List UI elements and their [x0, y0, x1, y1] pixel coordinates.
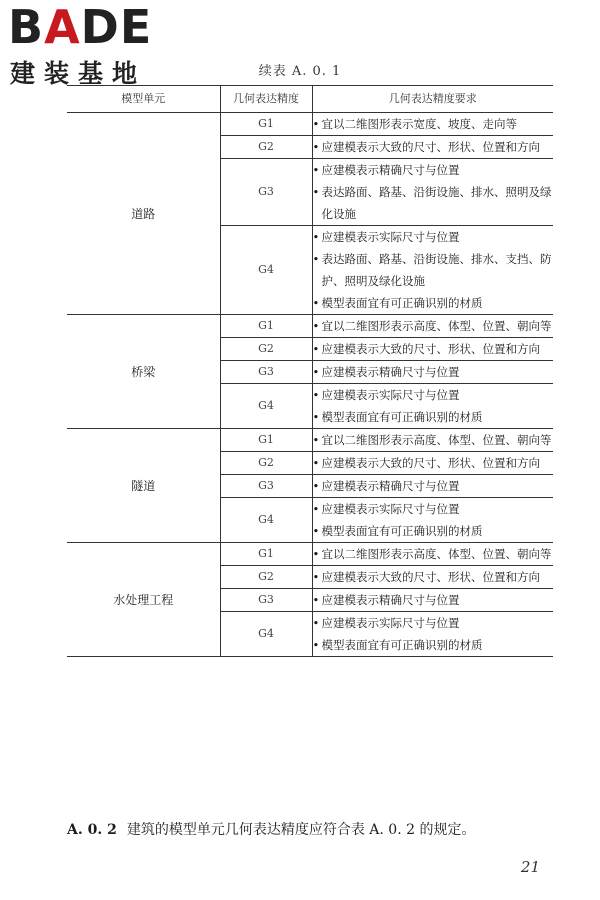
precision-requirement-cell — [312, 429, 553, 452]
requirement-item: • 应建模表示实际尺寸与位置 — [313, 498, 554, 520]
precision-requirement-cell — [312, 498, 553, 543]
requirement-item: • 宜以二维图形表示高度、体型、位置、朝向等 — [313, 315, 554, 337]
model-unit-cell: 桥梁 — [67, 315, 220, 429]
precision-level-cell: G1 — [220, 429, 312, 452]
precision-level-cell: G4 — [220, 498, 312, 543]
logo-subtitle: 建装基地 — [10, 59, 147, 88]
precision-requirement-cell — [312, 566, 553, 589]
table-row — [67, 315, 553, 338]
header-precision-requirement: 几何表达精度要求 — [312, 86, 553, 113]
requirement-item: • 应建模表示大致的尺寸、形状、位置和方向 — [313, 136, 554, 158]
requirement-item: • 模型表面宜有可正确识别的材质 — [313, 520, 554, 542]
requirement-item: • 应建模表示精确尺寸与位置 — [313, 589, 554, 611]
logo-wordmark: BADE — [8, 0, 153, 54]
clause-text: 建筑的模型单元几何表达精度应符合表 A. 0. 2 的规定。 — [126, 822, 476, 838]
requirement-item: • 宜以二维图形表示宽度、坡度、走向等 — [313, 113, 554, 135]
precision-requirement-cell — [312, 226, 553, 315]
requirement-item: • 应建模表示实际尺寸与位置 — [313, 612, 554, 634]
precision-level-cell: G3 — [220, 589, 312, 612]
model-unit-cell: 隧道 — [67, 429, 220, 543]
requirement-item: • 应建模表示精确尺寸与位置 — [313, 475, 554, 497]
precision-level-cell: G3 — [220, 159, 312, 226]
precision-requirement-cell — [312, 338, 553, 361]
precision-level-cell: G2 — [220, 566, 312, 589]
requirement-item: • 模型表面宜有可正确识别的材质 — [313, 634, 554, 656]
table-row — [67, 113, 553, 136]
precision-level-cell: G2 — [220, 338, 312, 361]
precision-level-cell: G2 — [220, 136, 312, 159]
precision-level-cell: G4 — [220, 226, 312, 315]
header-model-unit: 模型单元 — [67, 86, 220, 113]
requirement-item: • 应建模表示大致的尺寸、形状、位置和方向 — [313, 338, 554, 360]
requirement-item: • 应建模表示精确尺寸与位置 — [313, 361, 554, 383]
precision-level-cell: G1 — [220, 113, 312, 136]
table-row — [67, 429, 553, 452]
model-unit-cell: 水处理工程 — [67, 543, 220, 657]
precision-requirement-cell — [312, 475, 553, 498]
model-unit-cell: 道路 — [67, 113, 220, 315]
page-number: 21 — [520, 858, 540, 876]
clause-a02 — [67, 820, 567, 840]
precision-level-cell: G2 — [220, 452, 312, 475]
requirement-item: • 应建模表示大致的尺寸、形状、位置和方向 — [313, 566, 554, 588]
header-precision-level: 几何表达精度 — [220, 86, 312, 113]
precision-level-cell: G4 — [220, 384, 312, 429]
precision-requirement-cell — [312, 361, 553, 384]
requirement-item: • 应建模表示精确尺寸与位置 — [313, 159, 554, 181]
requirement-item: • 宜以二维图形表示高度、体型、位置、朝向等 — [313, 429, 554, 451]
precision-requirement-cell — [312, 589, 553, 612]
clause-number: A. 0. 2 — [67, 822, 117, 838]
precision-requirement-cell — [312, 136, 553, 159]
requirement-item: • 模型表面宜有可正确识别的材质 — [313, 292, 554, 314]
precision-requirement-cell — [312, 113, 553, 136]
table-body — [67, 113, 553, 657]
precision-requirement-cell — [312, 315, 553, 338]
precision-requirement-cell — [312, 159, 553, 226]
requirement-item: • 应建模表示实际尺寸与位置 — [313, 384, 554, 406]
precision-requirement-cell — [312, 543, 553, 566]
table-row — [67, 543, 553, 566]
precision-level-cell: G4 — [220, 612, 312, 657]
precision-level-cell: G1 — [220, 315, 312, 338]
requirement-item: • 模型表面宜有可正确识别的材质 — [313, 406, 554, 428]
requirement-item: • 宜以二维图形表示高度、体型、位置、朝向等 — [313, 543, 554, 565]
precision-requirement-cell — [312, 452, 553, 475]
requirement-item: • 应建模表示实际尺寸与位置 — [313, 226, 554, 248]
table-caption: 续表 A. 0. 1 — [258, 64, 342, 79]
requirement-item: • 表达路面、路基、沿街设施、排水、支挡、防护、照明及绿化设施 — [313, 248, 554, 292]
precision-level-cell: G3 — [220, 361, 312, 384]
requirement-item: • 应建模表示大致的尺寸、形状、位置和方向 — [313, 452, 554, 474]
precision-table — [67, 85, 553, 657]
precision-requirement-cell — [312, 384, 553, 429]
precision-level-cell: G1 — [220, 543, 312, 566]
precision-level-cell: G3 — [220, 475, 312, 498]
precision-requirement-cell — [312, 612, 553, 657]
requirement-item: • 表达路面、路基、沿街设施、排水、照明及绿化设施 — [313, 181, 554, 225]
table-header-row — [67, 86, 553, 113]
